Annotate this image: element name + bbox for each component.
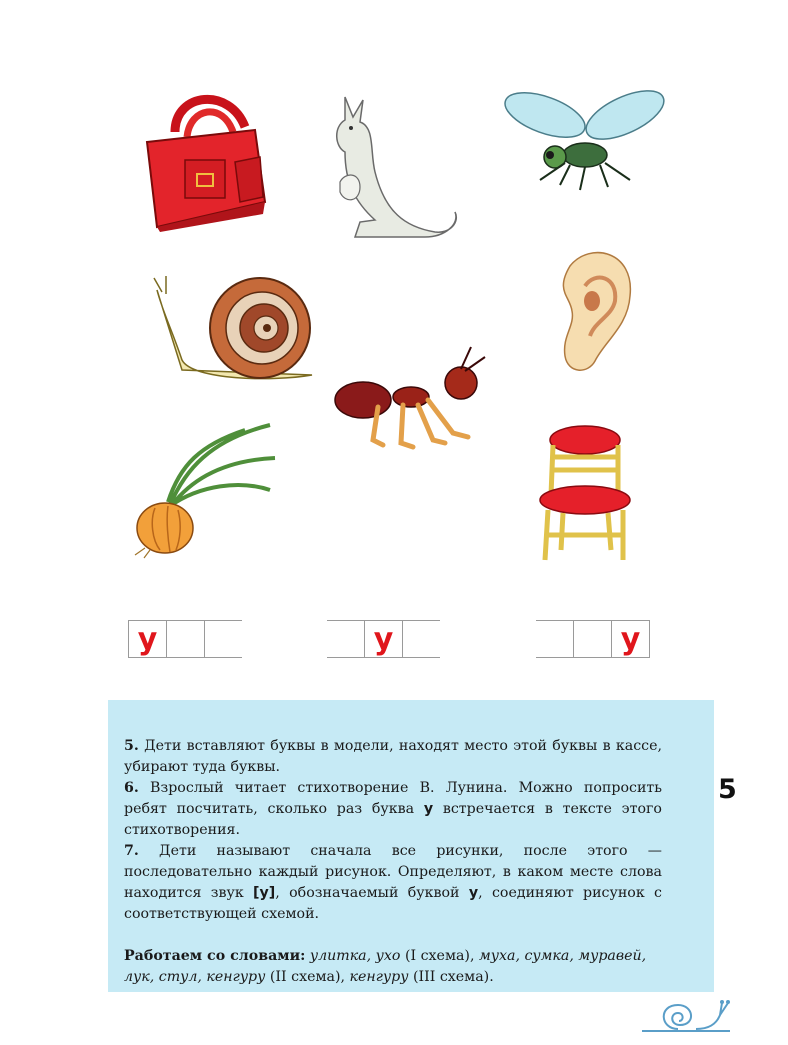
scheme-cell: у (128, 620, 166, 658)
scheme-cell: у (364, 620, 402, 658)
word-scheme-2 (327, 620, 440, 658)
chair-picture (533, 425, 633, 565)
snail-picture (152, 270, 317, 390)
note-paragraph-7: 7. Дети называют сначала все рисунки, после этого — последовательно каждый рисунок. Определяют, в каком месте слова находится звук [у], обозначаемый буквой у, соединяют рисунок с соответствующей схемой. (124, 843, 663, 922)
scheme-cell (204, 620, 242, 658)
note-paragraph-6: 6. Взрослый читает стихотворение В. Лунина. Можно попросить ребят посчитать, сколько раз буква у встречается в тексте этого стихотворения. (124, 780, 662, 838)
ear-picture (550, 246, 635, 376)
snail-logo-icon (638, 995, 738, 1037)
word-scheme-3 (536, 620, 650, 658)
scheme-cell (327, 620, 364, 658)
word-scheme-1 (128, 620, 242, 658)
onion-picture (130, 420, 280, 560)
fly-picture (500, 85, 670, 200)
kangaroo-picture (315, 92, 465, 242)
bag-picture (135, 82, 270, 232)
teacher-note-panel (108, 700, 714, 992)
scheme-cell (402, 620, 440, 658)
ant-picture (333, 345, 493, 455)
scheme-cell (536, 620, 573, 658)
note-words-paragraph: Работаем со словами: улитка, ухо (I схема), муха, сумка, муравей, лук, стул, кенгуру (II схема), кенгуру (III схема). (124, 948, 647, 985)
scheme-cell (573, 620, 611, 658)
teacher-note-text (124, 736, 662, 988)
scheme-cell: у (611, 620, 650, 658)
scheme-cell (166, 620, 204, 658)
note-paragraph-5: 5. Дети вставляют буквы в модели, находят место этой буквы в кассе, убирают туда буквы. (124, 738, 662, 775)
page-number: 5 (718, 774, 737, 805)
